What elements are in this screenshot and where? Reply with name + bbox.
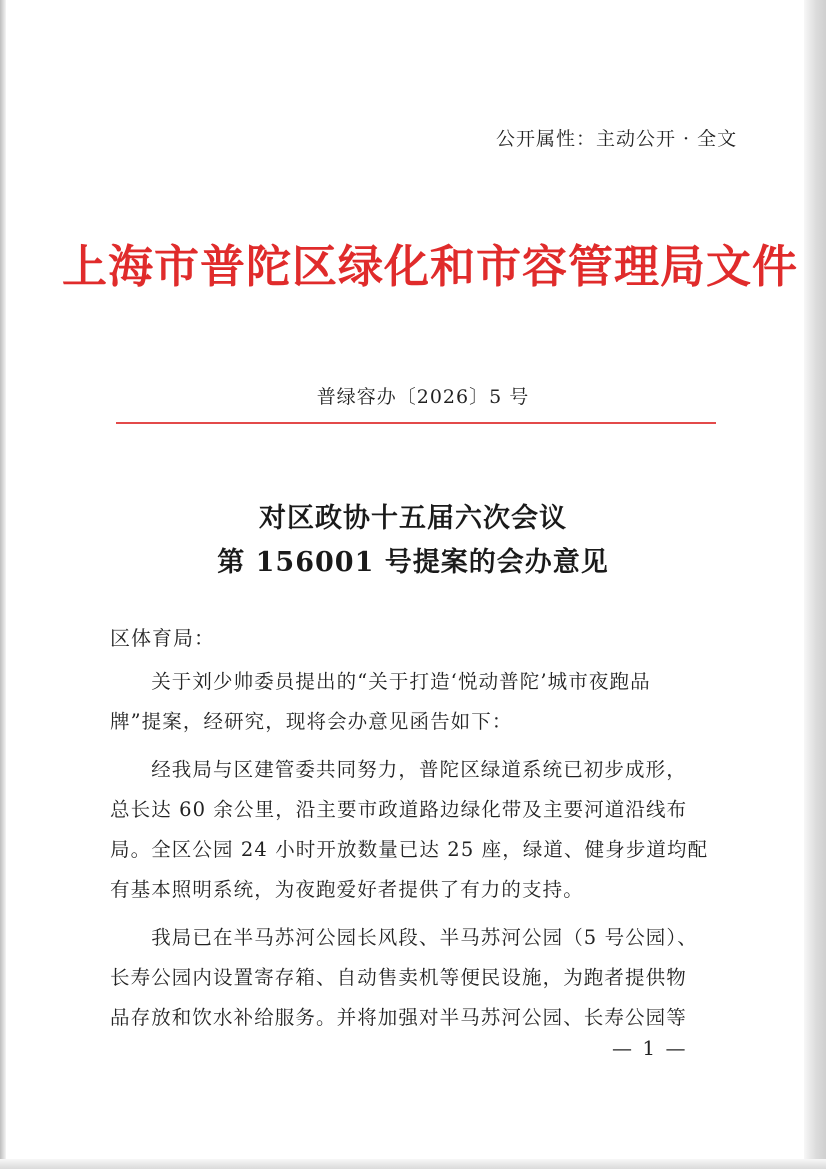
- salutation: 区体育局：: [110, 626, 215, 650]
- document-title-line-2: 第 156001 号提案的会办意见: [217, 547, 609, 578]
- letterhead-org-title: 上海市普陀区绿化和市容管理局文件: [62, 240, 799, 293]
- disclosure-attribute: 公开属性：主动公开 · 全文: [496, 128, 738, 150]
- body-line: 长寿公园内设置寄存箱、自动售卖机等便民设施，为跑者提供物: [110, 966, 687, 989]
- body-line: 局。全区公园 24 小时开放数量已达 25 座，绿道、健身步道均配: [110, 838, 709, 861]
- document-title-line-1: 对区政协十五届六次会议: [259, 503, 567, 534]
- letterhead-red-rule: [116, 422, 716, 424]
- body-line: 品存放和饮水补给服务。并将加强对半马苏河公园、长寿公园等: [110, 1006, 687, 1029]
- scan-edge-right: [804, 0, 826, 1169]
- body-line: 有基本照明系统，为夜跑爱好者提供了有力的支持。: [110, 878, 584, 901]
- document-number: 普绿容办〔2026〕5 号: [316, 386, 530, 408]
- body-line: 牌”提案，经研究，现将会办意见函告如下：: [110, 710, 513, 733]
- page-number: — 1 —: [612, 1036, 688, 1060]
- body-line: 关于刘少帅委员提出的“关于打造‘悦动普陀’城市夜跑品: [110, 670, 651, 693]
- body-line: 总长达 60 余公里，沿主要市政道路边绿化带及主要河道沿线布: [110, 798, 688, 821]
- body-line: 我局已在半马苏河公园长风段、半马苏河公园（5 号公园）、: [110, 926, 698, 949]
- scan-edge-bottom: [0, 1159, 826, 1169]
- scan-edge-left: [0, 0, 6, 1169]
- body-line: 经我局与区建管委共同努力，普陀区绿道系统已初步成形，: [110, 758, 687, 781]
